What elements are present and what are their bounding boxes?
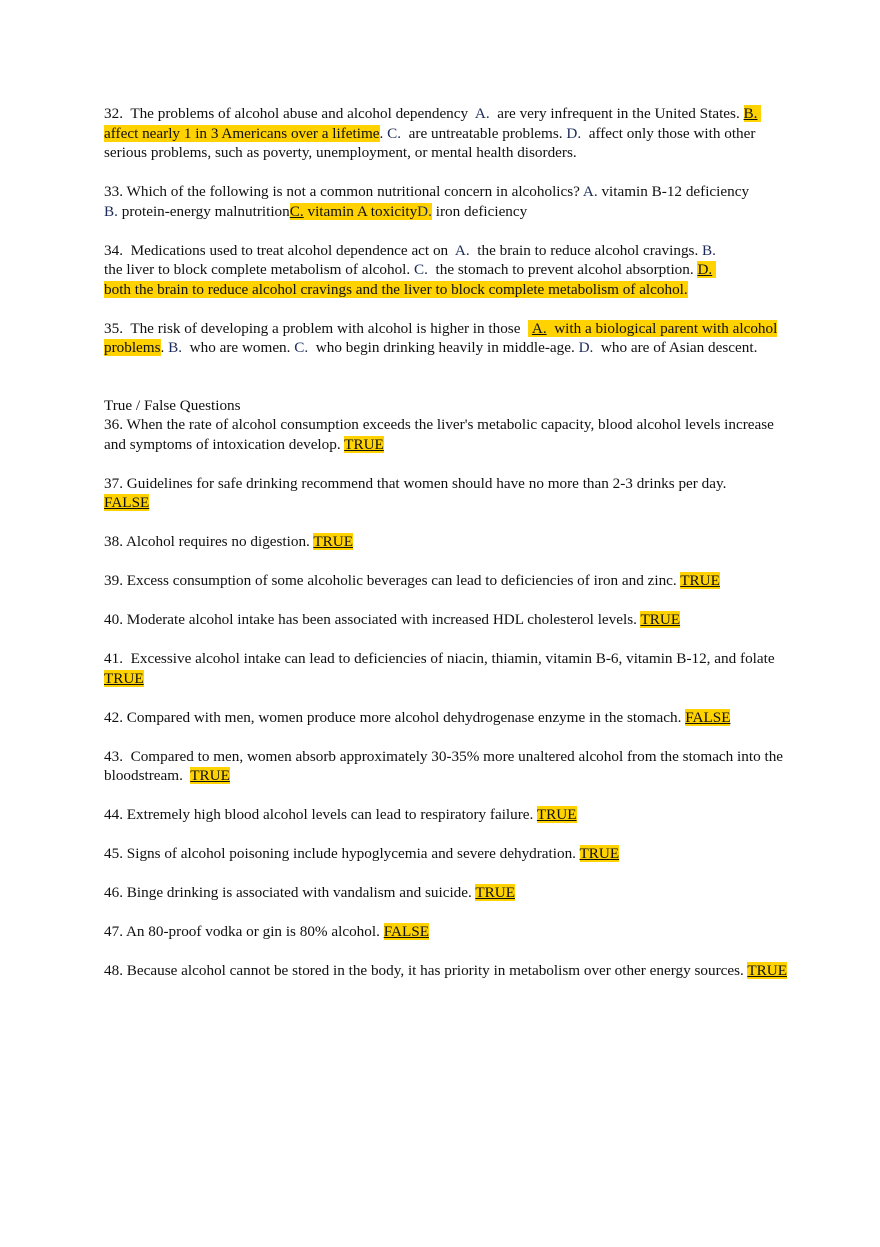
- answer-badge: TRUE: [536, 806, 577, 823]
- question-32: 32. The problems of alcohol abuse and alcohol dependency A. are very infrequent in the United States. B. affect nearly 1 in 3 Americans over a lifetime. C. are untreatable problems. D. affect only those with other serious problems, such as poverty, unemployment, or mental health disorders.: [104, 104, 790, 163]
- tf-question-38: 38. Alcohol requires no digestion. TRUE: [104, 533, 354, 550]
- answer-badge: TRUE: [579, 845, 620, 862]
- tf-question-47: 47. An 80-proof vodka or gin is 80% alcohol. FALSE: [104, 923, 429, 940]
- answer-badge: TRUE: [680, 572, 720, 589]
- option-letter: A.: [474, 105, 490, 122]
- answer-badge: TRUE: [475, 884, 516, 901]
- question-33: 33. Which of the following is not a common nutritional concern in alcoholics? A. vitamin B-12 deficiency B. protein-energy malnutritionC. vitamin A toxicityD. iron deficiency: [104, 183, 750, 220]
- answer-badge: TRUE: [344, 435, 384, 453]
- option-letter: B.: [702, 241, 716, 259]
- highlighted-answer: C. vitamin A toxicityD.: [289, 202, 432, 220]
- option-letter: A.: [454, 241, 470, 259]
- option-letter: C.: [414, 261, 428, 278]
- highlighted-answer: D. both the brain to reduce alcohol cravings and the liver to block complete metabolism of alcohol.: [104, 261, 716, 298]
- tf-question-36: 36. When the rate of alcohol consumption exceeds the liver's metabolic capacity, blood alcohol levels increase and symptoms of intoxication develop. TRUE: [104, 416, 774, 453]
- answer-badge: TRUE: [190, 767, 230, 784]
- answer-badge: TRUE: [104, 669, 144, 687]
- option-letter: D.: [578, 339, 594, 356]
- tf-question-44: 44. Extremely high blood alcohol levels can lead to respiratory failure. TRUE: [104, 806, 577, 823]
- tf-list: [104, 415, 790, 981]
- answer-badge: TRUE: [640, 611, 681, 628]
- answer-badge: FALSE: [104, 494, 150, 511]
- question-35: 35. The risk of developing a problem with alcohol is higher in those A. with a biological parent with alcohol problems. B. who are women. C. who begin drinking heavily in middle-age. D. who are of Asian descent.: [104, 319, 778, 356]
- tf-question-43: 43. Compared to men, women absorb approximately 30-35% more unaltered alcohol from the stomach into the bloodstream. TRUE: [104, 747, 784, 784]
- option-letter: C.: [387, 124, 402, 142]
- tf-question-46: 46. Binge drinking is associated with vandalism and suicide. TRUE: [104, 884, 516, 901]
- option-letter: D.: [566, 124, 582, 142]
- tf-question-45: 45. Signs of alcohol poisoning include hypoglycemia and severe dehydration. TRUE: [104, 845, 620, 862]
- highlighted-answer: B. affect nearly 1 in 3 Americans over a lifetime: [104, 105, 761, 142]
- option-letter: B.: [104, 202, 118, 220]
- tf-question-40: 40. Moderate alcohol intake has been associated with increased HDL cholesterol levels. TRUE: [104, 611, 681, 628]
- tf-question-41: 41. Excessive alcohol intake can lead to deficiencies of niacin, thiamin, vitamin B-6, vitamin B-12, and folate TRUE: [104, 650, 775, 687]
- answer-badge: FALSE: [685, 708, 731, 726]
- tf-question-42: 42. Compared with men, women produce more alcohol dehydrogenase enzyme in the stomach. FALSE: [104, 708, 731, 726]
- tf-question-39: 39. Excess consumption of some alcoholic beverages can lead to deficiencies of iron and zinc. TRUE: [104, 572, 720, 589]
- section-title: True / False Questions: [104, 396, 241, 414]
- answer-badge: FALSE: [383, 923, 429, 940]
- tf-question-48: 48. Because alcohol cannot be stored in the body, it has priority in metabolism over other energy sources. TRUE: [104, 962, 788, 979]
- answer-badge: TRUE: [313, 533, 354, 550]
- question-34: 34. Medications used to treat alcohol dependence act on A. the brain to reduce alcohol cravings. B. the liver to block complete metabolism of alcohol. C. the stomach to prevent alcohol absorption. D. both the brain to reduce alcohol cravings and the liver to block complete metabolism of alcohol.: [104, 241, 716, 298]
- option-letter: A.: [582, 183, 598, 200]
- option-letter: C.: [294, 339, 309, 356]
- option-letter: B.: [168, 339, 183, 356]
- highlighted-answer: A. with a biological parent with alcohol problems: [104, 319, 778, 356]
- tf-question-37: 37. Guidelines for safe drinking recommend that women should have no more than 2-3 drinks per day. FALSE: [104, 474, 727, 511]
- answer-badge: TRUE: [747, 962, 788, 979]
